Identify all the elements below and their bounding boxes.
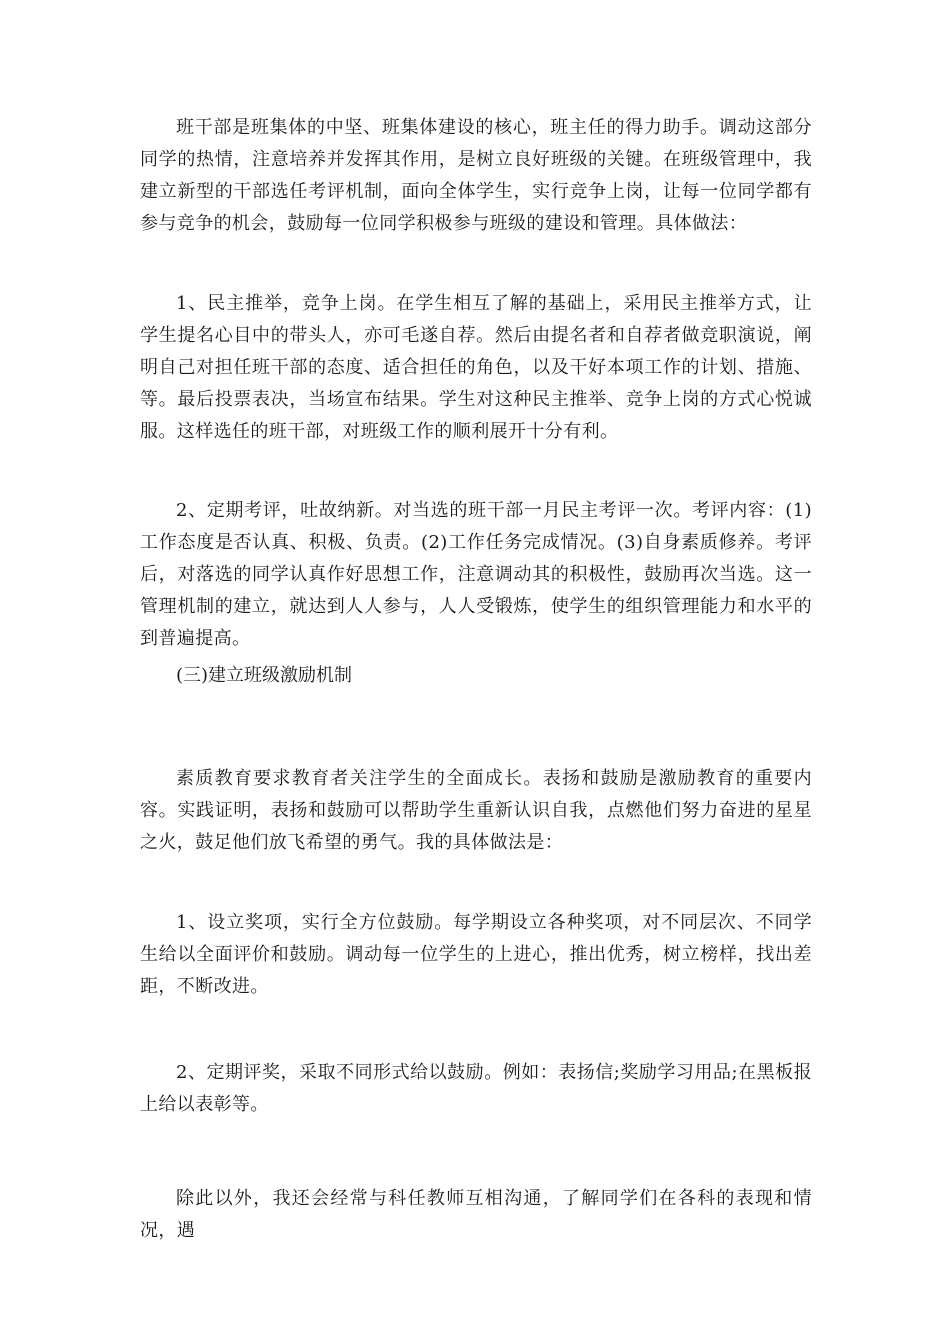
paragraph-periodic-awards: 2、定期评奖，采取不同形式给以鼓励。例如：表扬信;奖励学习用品;在黑板报上给以表彰等。 <box>140 1062 812 1115</box>
paragraph-democratic-election: 1、民主推举，竞争上岗。在学生相互了解的基础上，采用民主推举方式，让学生提名心目中的带头人，亦可毛遂自荐。然后由提名者和自荐者做竞职演说，阐明自己对担任班干部的态度、适合担任的角色，以及干好本项工作的计划、措施、等。最后投票表决，当场宣布结果。学生对这种民主推举、竞争上岗的方式心悦诚服。这样选任的班干部，对班级工作的顺利展开十分有利。 <box>140 293 812 442</box>
paragraph-communication: 除此以外，我还会经常与科任教师互相沟通，了解同学们在各科的表现和情况，遇 <box>140 1188 812 1241</box>
paragraph-quality-education: 素质教育要求教育者关注学生的全面成长。表扬和鼓励是激励教育的重要内容。实践证明，表扬和鼓励可以帮助学生重新认识自我，点燃他们努力奋进的星星之火，鼓足他们放飞希望的勇气。我的具体做法是： <box>140 768 812 853</box>
paragraph-set-awards: 1、设立奖项，实行全方位鼓励。每学期设立各种奖项，对不同层次、不同学生给以全面评价和鼓励。调动每一位学生的上进心，推出优秀，树立榜样，找出差距，不断改进。 <box>140 912 812 997</box>
section-heading: (三)建立班级激励机制 <box>176 665 353 686</box>
paragraph-periodic-evaluation: 2、定期考评，吐故纳新。对当选的班干部一月民主考评一次。考评内容：(1)工作态度是否认真、积极、负责。(2)工作任务完成情况。(3)自身素质修养。考评后，对落选的同学认真作好思想工作，注意调动其的积极性，鼓励再次当选。这一管理机制的建立，就达到人人参与，人人受锻炼，使学生的组织管理能力和水平的到普遍提高。 <box>140 500 812 649</box>
paragraph-class-cadres: 班干部是班集体的中坚、班集体建设的核心，班主任的得力助手。调动这部分同学的热情，注意培养并发挥其作用，是树立良好班级的关键。在班级管理中，我建立新型的干部选任考评机制，面向全体学生，实行竞争上岗，让每一位同学都有参与竞争的机会，鼓励每一位同学积极参与班级的建设和管理。具体做法： <box>140 117 812 234</box>
